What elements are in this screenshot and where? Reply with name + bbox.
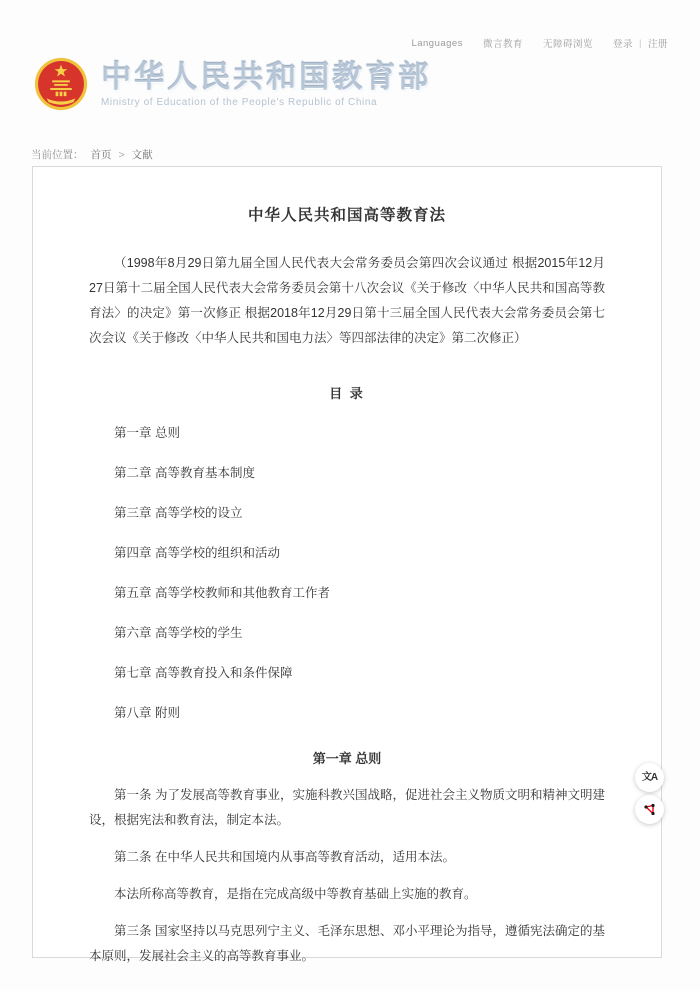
- site-header-logo[interactable]: [34, 57, 431, 111]
- auth-links: [613, 36, 668, 50]
- document-card: [32, 166, 662, 963]
- share-button[interactable]: [635, 795, 664, 824]
- site-title-block: [101, 61, 431, 108]
- site-title: 中华人民共和国教育部: [101, 60, 431, 94]
- toc-item-chapter-5: 第五章 高等学校教师和其他教育工作者: [114, 586, 330, 600]
- translate-button[interactable]: [635, 763, 664, 792]
- article-paragraph: 第二条 在中华人民共和国境内从事高等教育活动，适用本法。: [114, 850, 455, 864]
- toc-title: 目 录: [329, 386, 365, 401]
- national-emblem-icon: [34, 57, 88, 111]
- auth-divider: |: [639, 37, 642, 49]
- breadcrumb: [31, 147, 153, 162]
- floating-toolbar: [635, 763, 665, 827]
- chapter-1-heading: 第一章 总则: [312, 751, 382, 766]
- register-link[interactable]: 注册: [647, 39, 668, 50]
- toc-item-chapter-6: 第六章 高等学校的学生: [114, 626, 243, 640]
- article-paragraph: 第一条 为了发展高等教育事业，实施科教兴国战略，促进社会主义物质文明和精神文明建设，根据宪法和教育法，制定本法。: [89, 788, 605, 827]
- breadcrumb-label: 当前位置：: [31, 149, 84, 161]
- breadcrumb-home-link[interactable]: 首页: [90, 149, 112, 161]
- breadcrumb-current-link[interactable]: 文献: [131, 149, 153, 161]
- toc-item-chapter-4: 第四章 高等学校的组织和活动: [114, 546, 280, 560]
- article-paragraph: 本法所称高等教育，是指在完成高级中等教育基础上实施的教育。: [114, 887, 477, 901]
- document-title: 中华人民共和国高等教育法: [247, 207, 446, 224]
- document-intro-paragraph: （1998年8月29日第九届全国人民代表大会常务委员会第四次会议通过 根据2015年12月27日第十二届全国人民代表大会常务委员会第十八次会议《关于修改〈中华人民共和国高等教育法〉的决定》第一次修正 根据2018年12月29日第十三届全国人民代表大会常务委员会第七次会议《关于修改〈中华人民共和国电力法〉等四部法律的决定》第二次修正）: [89, 256, 605, 345]
- translate-icon: 文A: [641, 771, 658, 783]
- accessibility-link[interactable]: 无障碍浏览: [542, 39, 593, 50]
- toc-item-chapter-8: 第八章 附则: [114, 706, 180, 720]
- wechat-education-link[interactable]: 微言教育: [482, 39, 523, 50]
- toc-item-chapter-3: 第三章 高等学校的设立: [114, 506, 243, 520]
- top-utility-bar: [411, 36, 668, 50]
- toc-item-chapter-7: 第七章 高等教育投入和条件保障: [114, 666, 293, 680]
- share-icon: [643, 803, 656, 816]
- site-subtitle: Ministry of Education of the People's Republic of China: [101, 96, 378, 108]
- breadcrumb-separator: >: [118, 148, 125, 161]
- toc-item-chapter-2: 第二章 高等教育基本制度: [114, 466, 255, 480]
- article-paragraph: 第三条 国家坚持以马克思列宁主义、毛泽东思想、邓小平理论为指导，遵循宪法确定的基本原则，发展社会主义的高等教育事业。: [89, 924, 605, 963]
- languages-link[interactable]: Languages: [411, 37, 463, 49]
- login-link[interactable]: 登录: [613, 39, 634, 50]
- toc-item-chapter-1: 第一章 总则: [114, 426, 180, 440]
